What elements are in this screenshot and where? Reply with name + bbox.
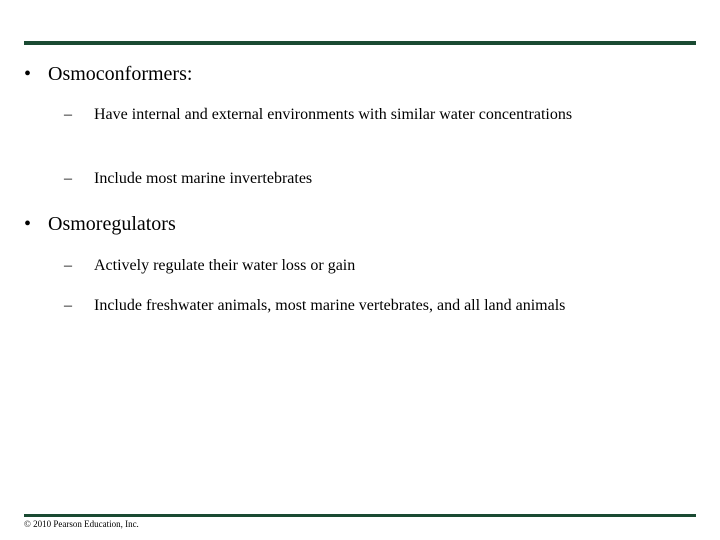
subitem-text: Actively regulate their water loss or gain xyxy=(94,257,356,274)
subitem-similar-water-concentrations xyxy=(64,104,694,126)
copyright-footer: © 2010 Pearson Education, Inc. xyxy=(24,519,139,529)
bullet-osmoconformers xyxy=(24,62,192,86)
dash-marker: – xyxy=(64,106,72,123)
bullet-title: Osmoconformers xyxy=(48,63,187,85)
bullet-osmoregulators xyxy=(24,212,176,236)
bullet-marker: • xyxy=(24,63,32,85)
bottom-divider-rule xyxy=(24,514,696,517)
subitem-marine-invertebrates xyxy=(64,168,694,190)
bullet-marker: • xyxy=(24,213,32,235)
dash-marker: – xyxy=(64,257,72,274)
dash-marker: – xyxy=(64,170,72,187)
subitem-text: Have internal and external environments with similar water concentrations xyxy=(94,106,573,123)
subitem-freshwater-land-animals xyxy=(64,295,694,317)
bullet-title: Osmoregulators xyxy=(48,213,176,235)
subitem-text: Include freshwater animals, most marine vertebrates, and all land animals xyxy=(94,297,566,314)
dash-marker: – xyxy=(64,297,72,314)
bullet-title-suffix: : xyxy=(186,63,193,85)
subitem-text: Include most marine invertebrates xyxy=(94,170,313,187)
subitem-regulate-water-loss xyxy=(64,255,694,277)
top-divider-rule xyxy=(24,41,696,45)
